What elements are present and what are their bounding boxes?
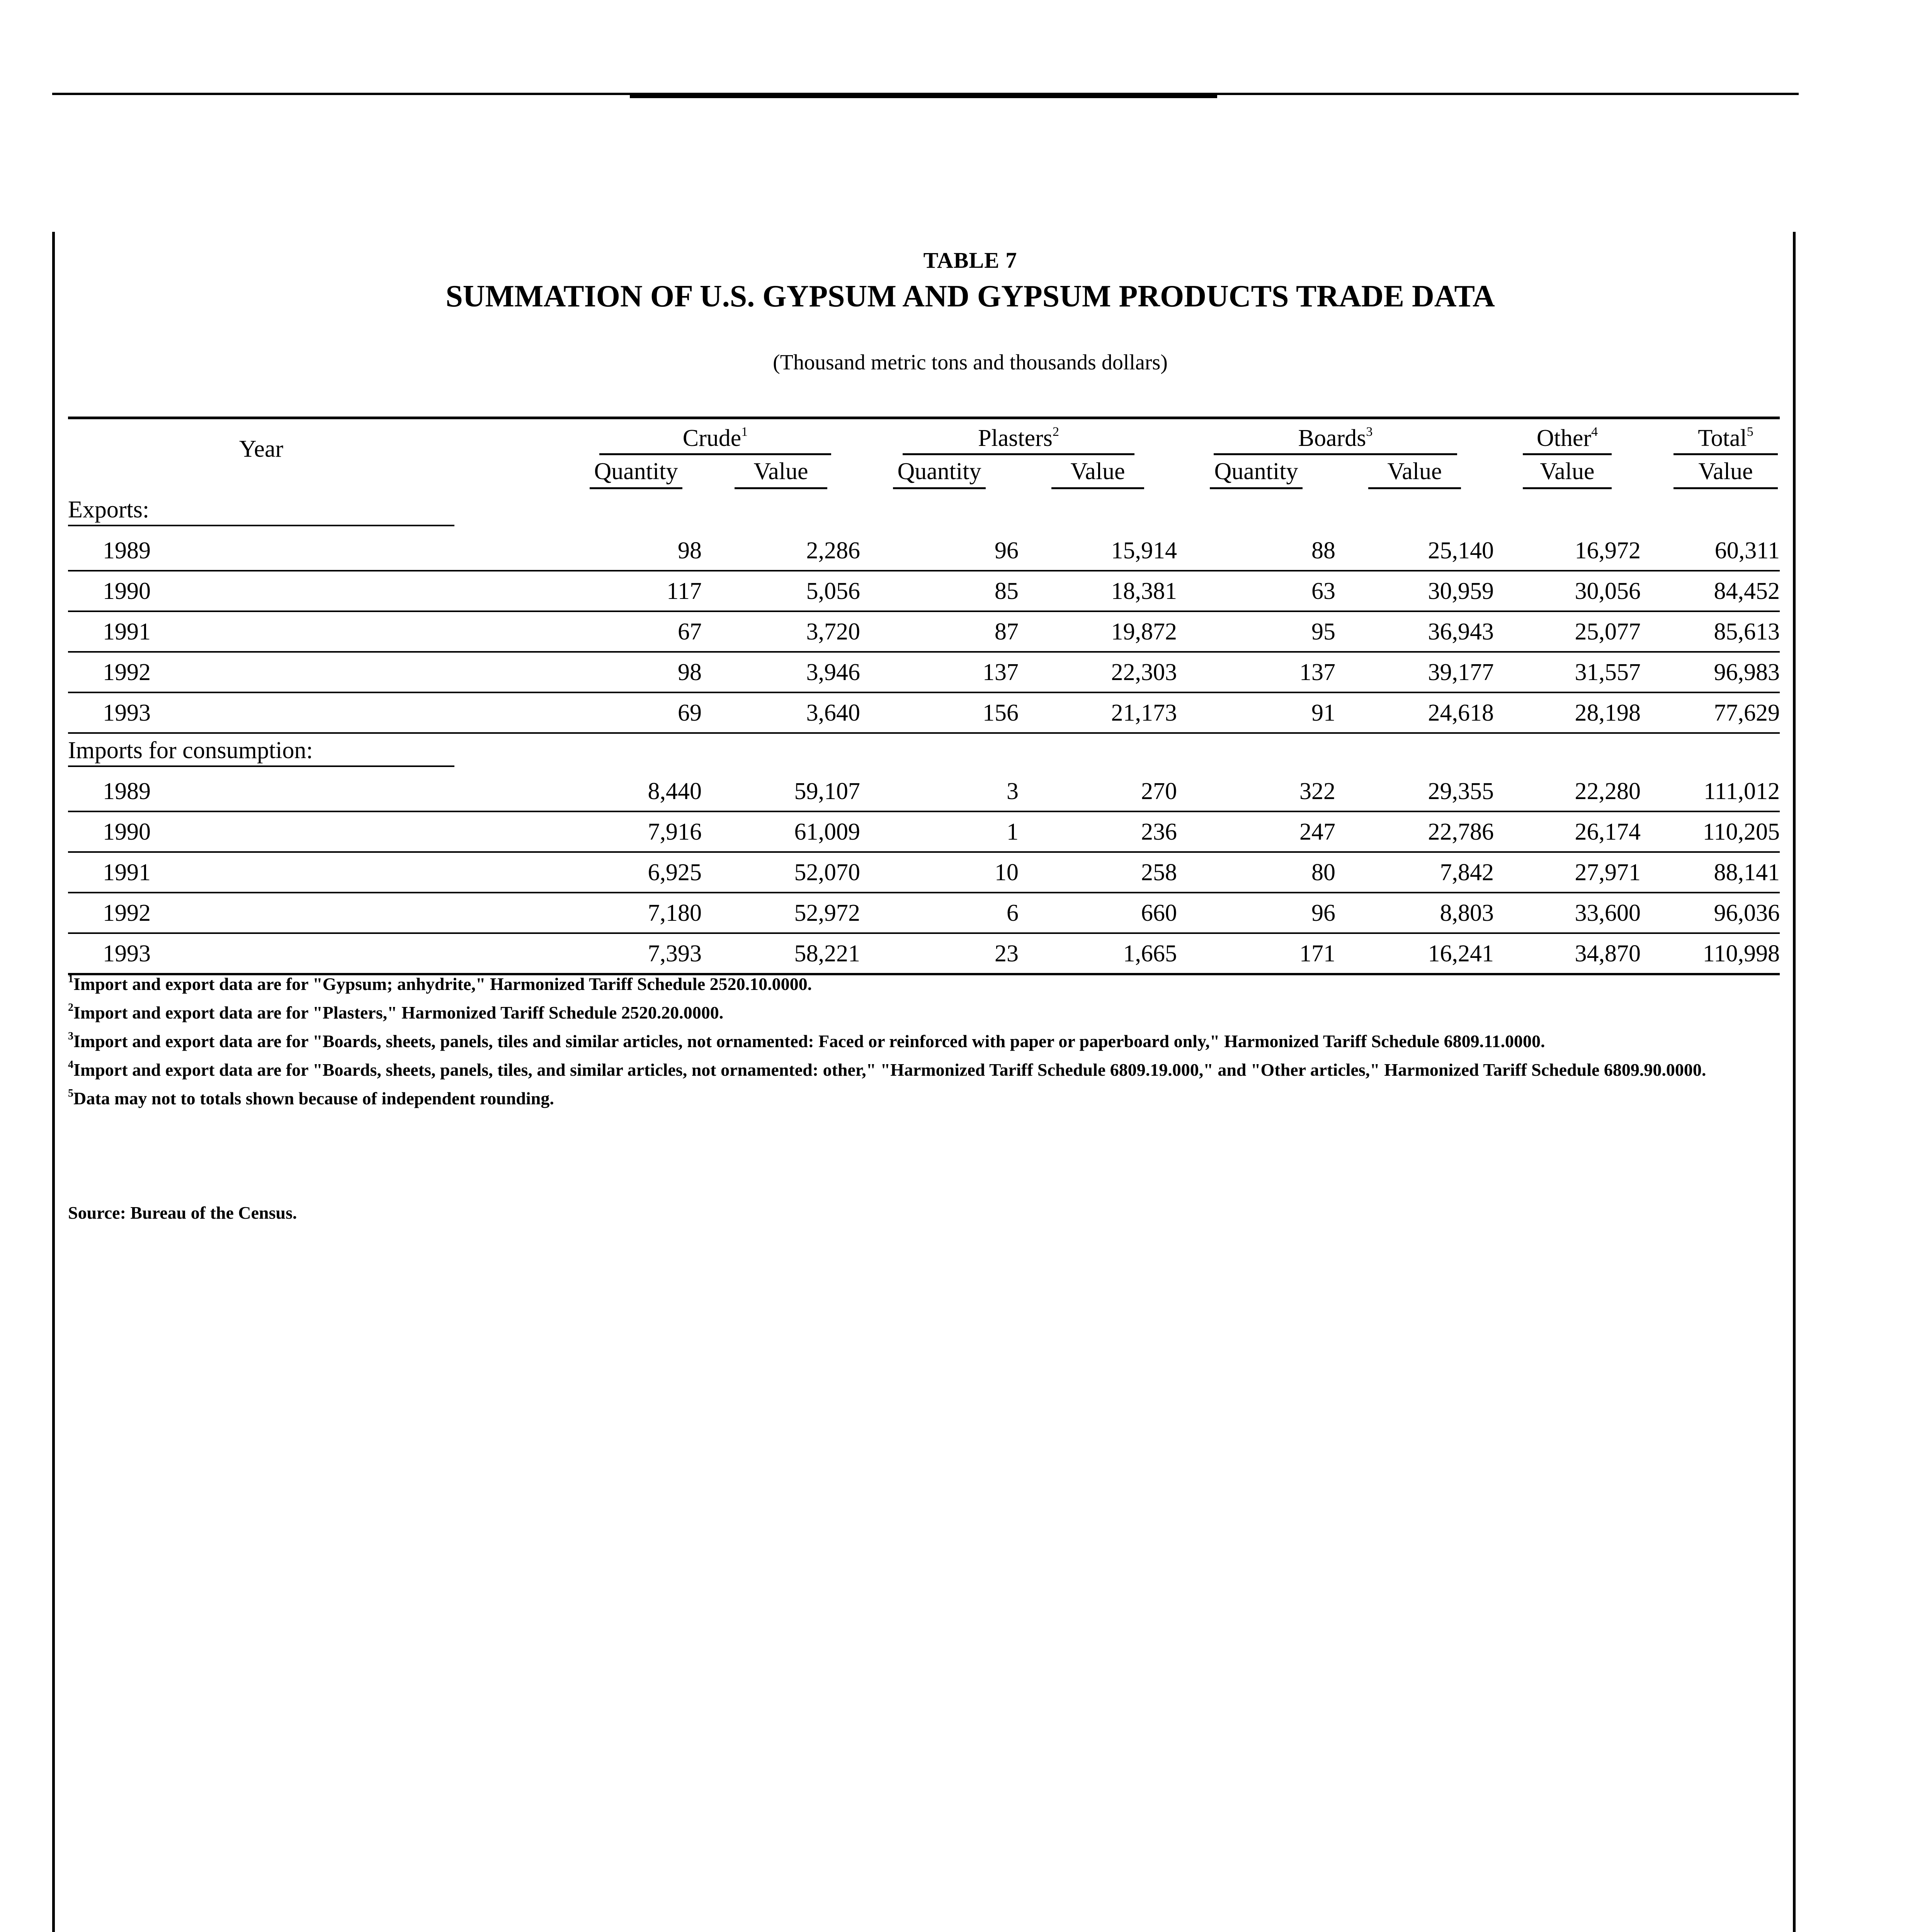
page-title: SUMMATION OF U.S. GYPSUM AND GYPSUM PRODUCTS TRADE DATA: [446, 279, 1495, 313]
plasters-quantity-cell: 137: [860, 652, 1019, 692]
plasters-quantity-cell: 6: [860, 893, 1019, 933]
boards-value-cell: 39,177: [1335, 652, 1494, 692]
table-row: [68, 772, 1780, 811]
year-header: [68, 420, 454, 493]
boards-value-label: Value: [1368, 459, 1461, 489]
plasters-quantity-cell: 87: [860, 611, 1019, 652]
plasters-value-cell: 19,872: [1019, 611, 1177, 652]
row-year: 1989: [68, 531, 454, 571]
plasters-quantity-cell: 10: [860, 852, 1019, 893]
other-value-cell: 16,972: [1494, 531, 1641, 571]
footnote-number: 1: [68, 973, 73, 985]
other-value-label: Value: [1523, 459, 1612, 489]
crude-quantity-label: Quantity: [590, 459, 682, 489]
row-year: 1991: [68, 852, 454, 893]
footnote-number: 4: [68, 1059, 73, 1071]
imports-section-label-cell: [68, 733, 1780, 772]
crude-value-cell: 58,221: [702, 933, 860, 974]
boards-footnote-ref: 3: [1366, 425, 1373, 439]
boards-value-cell: 22,786: [1335, 811, 1494, 852]
plasters-header-label: [903, 426, 1134, 455]
crude-quantity-cell: 6,925: [454, 852, 702, 893]
crude-value-cell: 52,070: [702, 852, 860, 893]
left-margin-rule: [52, 232, 55, 1932]
row-year: 1989: [68, 772, 454, 811]
other-header-text: Other: [1536, 425, 1592, 451]
footnote: [68, 998, 1780, 1027]
plasters-value-cell: 270: [1019, 772, 1177, 811]
source-note: Source: Bureau of the Census.: [68, 1203, 297, 1223]
plasters-value-cell: 258: [1019, 852, 1177, 893]
total-value-cell: 85,613: [1641, 611, 1780, 652]
plasters-header: [860, 420, 1177, 455]
footnote-text: Import and export data are for "Boards, sheets, panels, tiles, and similar articles, not ornamented: other," "Harmonized Tariff Schedule 6809.19.000," and "Other articles," Harmonized Tariff Schedule 6809.90.0000.: [73, 1060, 1706, 1080]
boards-value-cell: 29,355: [1335, 772, 1494, 811]
crude-value-cell: 61,009: [702, 811, 860, 852]
boards-value-cell: 7,842: [1335, 852, 1494, 893]
boards-quantity-cell: 137: [1177, 652, 1335, 692]
total-header-text: Total: [1698, 425, 1747, 451]
table-subtitle: (Thousand metric tons and thousands dollars): [773, 350, 1168, 374]
table-row: [68, 933, 1780, 974]
footnote-text: Data may not to totals shown because of independent rounding.: [73, 1088, 554, 1108]
total-header-label: [1673, 426, 1778, 455]
boards-quantity-cell: 171: [1177, 933, 1335, 974]
plasters-quantity-cell: 1: [860, 811, 1019, 852]
table-top-rule: [68, 417, 1780, 419]
other-value-cell: 26,174: [1494, 811, 1641, 852]
right-margin-rule: [1793, 232, 1796, 1932]
crude-value-cell: 3,720: [702, 611, 860, 652]
footnotes: [68, 970, 1780, 1113]
table-row: [68, 611, 1780, 652]
table-label: TABLE 7: [923, 248, 1017, 273]
crude-quantity-cell: 8,440: [454, 772, 702, 811]
boards-value-cell: 30,959: [1335, 571, 1494, 611]
crude-value-header: [702, 455, 860, 493]
boards-value-cell: 16,241: [1335, 933, 1494, 974]
boards-value-cell: 25,140: [1335, 531, 1494, 571]
total-value-cell: 84,452: [1641, 571, 1780, 611]
row-year: 1990: [68, 571, 454, 611]
table-row: [68, 571, 1780, 611]
other-value-cell: 27,971: [1494, 852, 1641, 893]
boards-quantity-label: Quantity: [1210, 459, 1303, 489]
crude-header-text: Crude: [682, 425, 742, 451]
boards-value-cell: 8,803: [1335, 893, 1494, 933]
total-value-cell: 60,311: [1641, 531, 1780, 571]
footnote-number: 3: [68, 1030, 73, 1042]
table-row: [68, 893, 1780, 933]
boards-quantity-cell: 322: [1177, 772, 1335, 811]
crude-header-label: [599, 426, 831, 455]
total-header: [1641, 420, 1780, 455]
footnote-text: Import and export data are for "Gypsum; anhydrite," Harmonized Tariff Schedule 2520.10.0000.: [73, 974, 812, 994]
plasters-value-cell: 21,173: [1019, 692, 1177, 733]
boards-value-cell: 36,943: [1335, 611, 1494, 652]
total-value-cell: 77,629: [1641, 692, 1780, 733]
boards-quantity-cell: 247: [1177, 811, 1335, 852]
table-row: [68, 692, 1780, 733]
total-value-cell: 96,036: [1641, 893, 1780, 933]
boards-quantity-cell: 63: [1177, 571, 1335, 611]
row-year: 1992: [68, 652, 454, 692]
other-value-header: [1494, 455, 1641, 493]
row-year: 1993: [68, 933, 454, 974]
table-row: [68, 652, 1780, 692]
boards-quantity-cell: 91: [1177, 692, 1335, 733]
other-header: [1494, 420, 1641, 455]
plasters-footnote-ref: 2: [1052, 425, 1059, 439]
other-value-cell: 25,077: [1494, 611, 1641, 652]
crude-quantity-cell: 7,393: [454, 933, 702, 974]
boards-header-label: [1214, 426, 1457, 455]
other-value-cell: 33,600: [1494, 893, 1641, 933]
boards-quantity-header: [1177, 455, 1335, 493]
boards-value-header: [1335, 455, 1494, 493]
other-value-cell: 28,198: [1494, 692, 1641, 733]
trade-data-table: [68, 420, 1780, 975]
crude-quantity-cell: 117: [454, 571, 702, 611]
total-value-label: Value: [1673, 459, 1778, 489]
table-row: [68, 852, 1780, 893]
row-year: 1990: [68, 811, 454, 852]
row-year: 1992: [68, 893, 454, 933]
other-value-cell: 30,056: [1494, 571, 1641, 611]
boards-header-text: Boards: [1298, 425, 1366, 451]
crude-value-cell: 3,946: [702, 652, 860, 692]
exports-section-label: Exports:: [68, 498, 454, 526]
total-value-cell: 110,998: [1641, 933, 1780, 974]
boards-value-cell: 24,618: [1335, 692, 1494, 733]
total-value-cell: 88,141: [1641, 852, 1780, 893]
plasters-value-cell: 236: [1019, 811, 1177, 852]
other-header-label: [1523, 426, 1612, 455]
plasters-value-label: Value: [1051, 459, 1144, 489]
plasters-quantity-cell: 3: [860, 772, 1019, 811]
total-footnote-ref: 5: [1747, 425, 1753, 439]
top-rule-thick-segment: [630, 93, 1217, 98]
total-value-cell: 96,983: [1641, 652, 1780, 692]
plasters-quantity-cell: 85: [860, 571, 1019, 611]
crude-value-cell: 2,286: [702, 531, 860, 571]
plasters-value-cell: 22,303: [1019, 652, 1177, 692]
plasters-value-cell: 18,381: [1019, 571, 1177, 611]
total-value-cell: 111,012: [1641, 772, 1780, 811]
row-year: 1993: [68, 692, 454, 733]
crude-value-cell: 5,056: [702, 571, 860, 611]
plasters-quantity-cell: 96: [860, 531, 1019, 571]
boards-quantity-cell: 88: [1177, 531, 1335, 571]
footnote: [68, 1084, 1780, 1113]
plasters-value-cell: 1,665: [1019, 933, 1177, 974]
crude-value-label: Value: [735, 459, 827, 489]
other-value-cell: 34,870: [1494, 933, 1641, 974]
plasters-value-cell: 15,914: [1019, 531, 1177, 571]
plasters-header-text: Plasters: [978, 425, 1053, 451]
crude-value-cell: 52,972: [702, 893, 860, 933]
plasters-quantity-header: [860, 455, 1019, 493]
other-value-cell: 31,557: [1494, 652, 1641, 692]
other-footnote-ref: 4: [1591, 425, 1598, 439]
boards-quantity-cell: 80: [1177, 852, 1335, 893]
plasters-value-header: [1019, 455, 1177, 493]
footnote-number: 5: [68, 1087, 73, 1099]
total-value-cell: 110,205: [1641, 811, 1780, 852]
imports-section-label: Imports for consumption:: [68, 738, 454, 767]
header-group-row: [68, 420, 1780, 455]
crude-footnote-ref: 1: [741, 425, 748, 439]
crude-header: [454, 420, 860, 455]
crude-quantity-header: [454, 455, 702, 493]
plasters-quantity-cell: 156: [860, 692, 1019, 733]
plasters-quantity-cell: 23: [860, 933, 1019, 974]
crude-quantity-cell: 98: [454, 531, 702, 571]
footnote: [68, 1027, 1780, 1056]
crude-value-cell: 3,640: [702, 692, 860, 733]
footnote-text: Import and export data are for "Plasters," Harmonized Tariff Schedule 2520.20.0000.: [73, 1003, 724, 1022]
plasters-value-cell: 660: [1019, 893, 1177, 933]
year-header-label: Year: [239, 436, 284, 462]
crude-quantity-cell: 7,916: [454, 811, 702, 852]
footnote: [68, 1056, 1780, 1084]
crude-quantity-cell: 7,180: [454, 893, 702, 933]
footnote: [68, 970, 1780, 998]
exports-section-row: [68, 493, 1780, 531]
footnote-text: Import and export data are for "Boards, sheets, panels, tiles and similar articles, not ornamented: Faced or reinforced with paper or paperboard only," Harmonized Tariff Schedule 6809.11.0000.: [73, 1031, 1545, 1051]
boards-header: [1177, 420, 1494, 455]
total-value-header: [1641, 455, 1780, 493]
other-value-cell: 22,280: [1494, 772, 1641, 811]
boards-quantity-cell: 96: [1177, 893, 1335, 933]
exports-section-label-cell: [68, 493, 1780, 531]
crude-value-cell: 59,107: [702, 772, 860, 811]
plasters-quantity-label: Quantity: [893, 459, 986, 489]
crude-quantity-cell: 69: [454, 692, 702, 733]
imports-section-row: [68, 733, 1780, 772]
row-year: 1991: [68, 611, 454, 652]
footnote-number: 2: [68, 1002, 73, 1014]
table-row: [68, 811, 1780, 852]
crude-quantity-cell: 67: [454, 611, 702, 652]
table-row: [68, 531, 1780, 571]
crude-quantity-cell: 98: [454, 652, 702, 692]
boards-quantity-cell: 95: [1177, 611, 1335, 652]
